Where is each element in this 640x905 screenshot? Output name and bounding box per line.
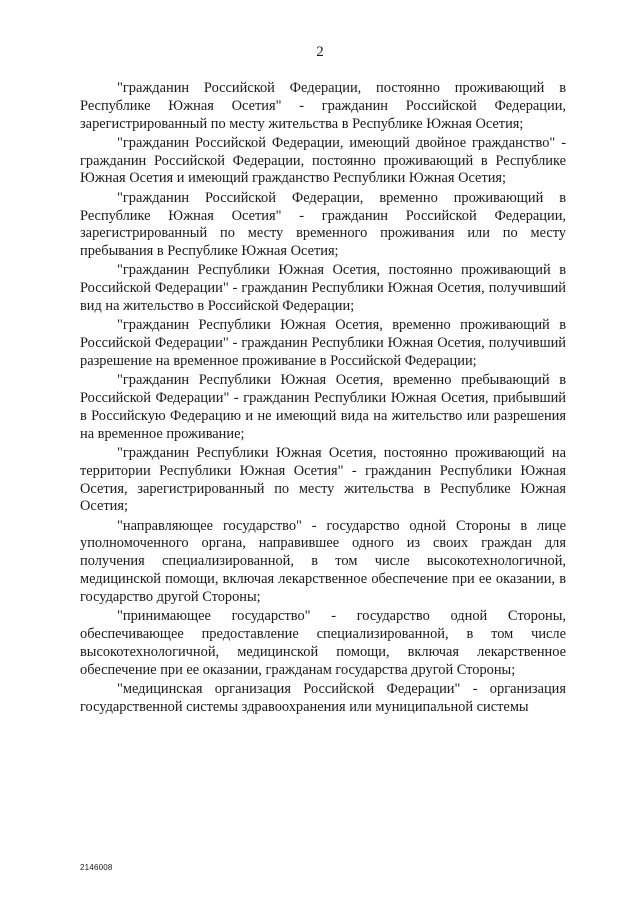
- definition-paragraph: "гражданин Российской Федерации, имеющий двойное гражданство" - гражданин Российской Федерации, постоянно проживающий в Республике Южная Осетия и имеющий гражданство Республики Южная Осетия;: [80, 134, 566, 187]
- document-code: 2146008: [80, 863, 113, 872]
- definition-paragraph: "медицинская организация Российской Федерации" - организация государственной системы здравоохранения или муниципальной системы: [80, 680, 566, 715]
- definition-paragraph: "гражданин Республики Южная Осетия, постоянно проживающий в Российской Федерации" - гражданин Республики Южная Осетия, получивший вид на жительство в Российской Федерации;: [80, 262, 566, 315]
- definition-paragraph: "гражданин Республики Южная Осетия, постоянно проживающий на территории Республики Южная Осетия" - гражданин Республики Южная Осетия, зарегистрированный по месту жительства в Республике Южная Осетия;: [80, 444, 566, 515]
- definition-paragraph: "гражданин Российской Федерации, временно проживающий в Республике Южная Осетия" - гражданин Российской Федерации, зарегистрированный по месту временного проживания или по месту пребывания в Республике Южная Осетия;: [80, 189, 566, 260]
- document-body: [80, 80, 566, 718]
- definition-paragraph: "гражданин Республики Южная Осетия, временно проживающий в Российской Федерации" - гражданин Республики Южная Осетия, получивший разрешение на временное проживание в Российской Федерации;: [80, 317, 566, 369]
- page-number: 2: [316, 44, 324, 60]
- definition-paragraph: "гражданин Республики Южная Осетия, временно пребывающий в Российской Федерации" - гражданин Республики Южная Осетия, прибывший в Российскую Федерацию и не имеющий вида на жительство или разрешения на временное проживание;: [80, 372, 566, 442]
- definition-paragraph: "гражданин Российской Федерации, постоянно проживающий в Республике Южная Осетия" - гражданин Российской Федерации, зарегистрированный по месту жительства в Республике Южная Осетия;: [80, 80, 566, 132]
- definition-paragraph: "направляющее государство" - государство одной Стороны в лице уполномоченного органа, направившее одного из своих граждан для получения специализированной, в том числе высокотехнологичной, медицинской помощи, включая лекарственное обеспечение при ее оказании, в государство другой Стороны;: [80, 517, 566, 605]
- definition-paragraph: "принимающее государство" - государство одной Стороны, обеспечивающее предоставление специализированной, в том числе высокотехнологичной, медицинской помощи, включая лекарственное обеспечение при ее оказании, гражданам государства другой Стороны;: [80, 608, 566, 678]
